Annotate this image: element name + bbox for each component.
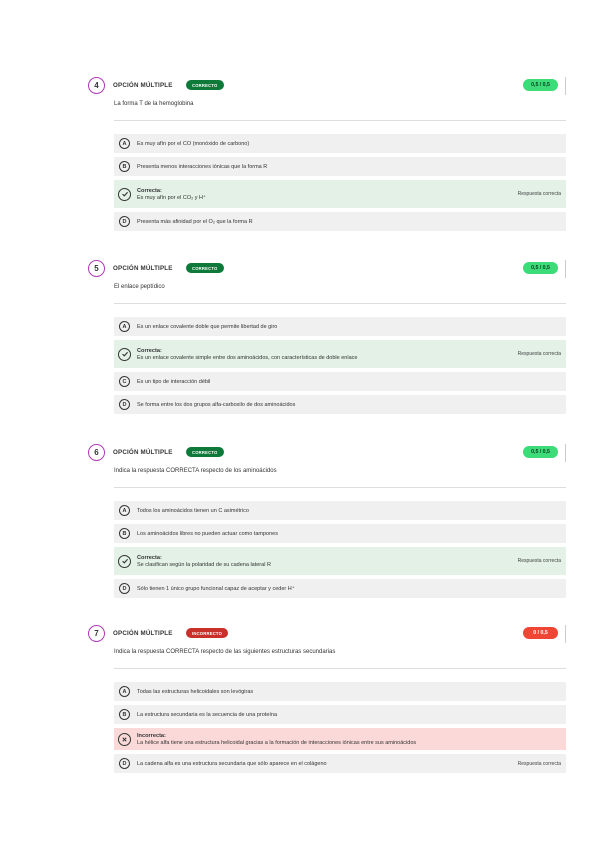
option-a[interactable] (114, 134, 566, 153)
option-d[interactable] (114, 754, 566, 773)
score-badge: 0,5 / 0,5 (523, 79, 558, 91)
option-text: Todas las estructuras helicoidales son levógiras (137, 688, 254, 695)
question-text: Indica la respuesta CORRECTA respecto de los aminoácidos (114, 468, 277, 474)
option-d[interactable] (114, 579, 566, 598)
option-text: Presenta menos interacciones iónicas que la forma R (137, 163, 268, 170)
option-text: Los aminoácidos libres no pueden actuar como tampones (137, 530, 278, 537)
option-letter: D (119, 758, 130, 769)
status-badge: CORRECTO (186, 80, 224, 90)
score-divider (565, 77, 566, 95)
option-b[interactable] (114, 705, 566, 724)
question-type: OPCIÓN MÚLTIPLE (113, 265, 173, 272)
options-list (114, 501, 566, 598)
option-letter: B (119, 161, 130, 172)
correct-answer-note: Respuesta correcta (517, 351, 561, 357)
score-badge: 0,5 / 0,5 (523, 262, 558, 274)
status-badge: INCORRECTO (186, 628, 228, 638)
question-text: Indica la respuesta CORRECTA respecto de las siguientes estructuras secundarias (114, 649, 336, 655)
answer-state-label: Correcta: (137, 554, 162, 561)
option-letter: A (119, 321, 130, 332)
option-text: La cadena alfa es una estructura secundaria que sólo aparece en el colágeno (137, 760, 327, 767)
option-letter: B (119, 709, 130, 720)
answer-state-label: Correcta: (137, 187, 162, 194)
option-a[interactable] (114, 682, 566, 701)
check-circle-icon (118, 555, 131, 568)
options-list (114, 682, 566, 773)
option-text: Presenta más afinidad por el O₂ que la forma R (137, 218, 253, 225)
divider (114, 668, 566, 669)
score-badge: 0 / 0,5 (523, 627, 558, 639)
options-list (114, 317, 566, 414)
option-letter: C (119, 376, 130, 387)
option-d[interactable] (114, 395, 566, 414)
option-letter: B (119, 528, 130, 539)
option-text: Se forma entre los dos grupos alfa-carboxilo de dos aminoácidos (137, 401, 296, 408)
question-number: 4 (88, 77, 105, 94)
question-4 (88, 77, 566, 235)
option-letter: D (119, 216, 130, 227)
question-number: 5 (88, 260, 105, 277)
divider (114, 487, 566, 488)
question-header (88, 444, 566, 464)
option-letter: A (119, 505, 130, 516)
question-number: 7 (88, 625, 105, 642)
option-text: Es un enlace covalente doble que permite libertad de giro (137, 323, 278, 330)
option-text: Es un enlace covalente simple entre dos aminoácidos, con características de doble enlace (137, 354, 358, 361)
x-circle-icon (118, 733, 131, 746)
option-b[interactable] (114, 524, 566, 543)
question-6 (88, 444, 566, 602)
question-type: OPCIÓN MÚLTIPLE (113, 630, 173, 637)
answer-state-label: Correcta: (137, 347, 162, 354)
option-a[interactable] (114, 501, 566, 520)
options-list (114, 134, 566, 231)
correct-answer-note: Respuesta correcta (517, 191, 561, 197)
option-b[interactable] (114, 157, 566, 176)
option-c[interactable] (114, 180, 566, 208)
question-text: El enlace peptídico (114, 284, 165, 290)
question-5 (88, 260, 566, 418)
divider (114, 303, 566, 304)
answer-state-label: Incorrecta: (137, 732, 166, 739)
option-c[interactable] (114, 547, 566, 575)
question-type: OPCIÓN MÚLTIPLE (113, 449, 173, 456)
option-letter: D (119, 399, 130, 410)
score-divider (565, 260, 566, 278)
option-text: Todos los aminoácidos tienen un C asimétrico (137, 507, 249, 514)
score-badge: 0,5 / 0,5 (523, 446, 558, 458)
check-circle-icon (118, 188, 131, 201)
correct-answer-note: Respuesta correcta (517, 760, 561, 767)
option-text: Sólo tienen 1 único grupo funcional capaz de aceptar y ceder H⁺ (137, 585, 295, 592)
question-7 (88, 625, 566, 777)
question-type: OPCIÓN MÚLTIPLE (113, 82, 173, 89)
option-text: Es un tipo de interacción débil (137, 378, 211, 385)
option-c[interactable] (114, 728, 566, 750)
check-circle-icon (118, 348, 131, 361)
option-text: La hélice alfa tiene una estructura helicoidal gracias a la formación de interacciones iónicas entre sus aminoácidos (137, 739, 417, 746)
score-divider (565, 625, 566, 643)
option-text: Es muy afín por el CO₂ y H⁺ (137, 194, 206, 201)
correct-answer-note: Respuesta correcta (517, 558, 561, 564)
option-d[interactable] (114, 212, 566, 231)
option-text: Es muy afín por el CO (monóxido de carbono) (137, 140, 250, 147)
option-b[interactable] (114, 340, 566, 368)
question-number: 6 (88, 444, 105, 461)
question-text: La forma T de la hemoglobina (114, 101, 194, 107)
option-text: Se clasifican según la polaridad de su cadena lateral R (137, 561, 271, 568)
divider (114, 120, 566, 121)
question-header (88, 77, 566, 97)
option-letter: A (119, 686, 130, 697)
question-header (88, 260, 566, 280)
question-header (88, 625, 566, 645)
status-badge: CORRECTO (186, 447, 224, 457)
score-divider (565, 444, 566, 462)
status-badge: CORRECTO (186, 263, 224, 273)
option-c[interactable] (114, 372, 566, 391)
option-letter: D (119, 583, 130, 594)
option-letter: A (119, 138, 130, 149)
option-a[interactable] (114, 317, 566, 336)
option-text: La estructura secundaria es la secuencia de una proteína (137, 711, 278, 718)
